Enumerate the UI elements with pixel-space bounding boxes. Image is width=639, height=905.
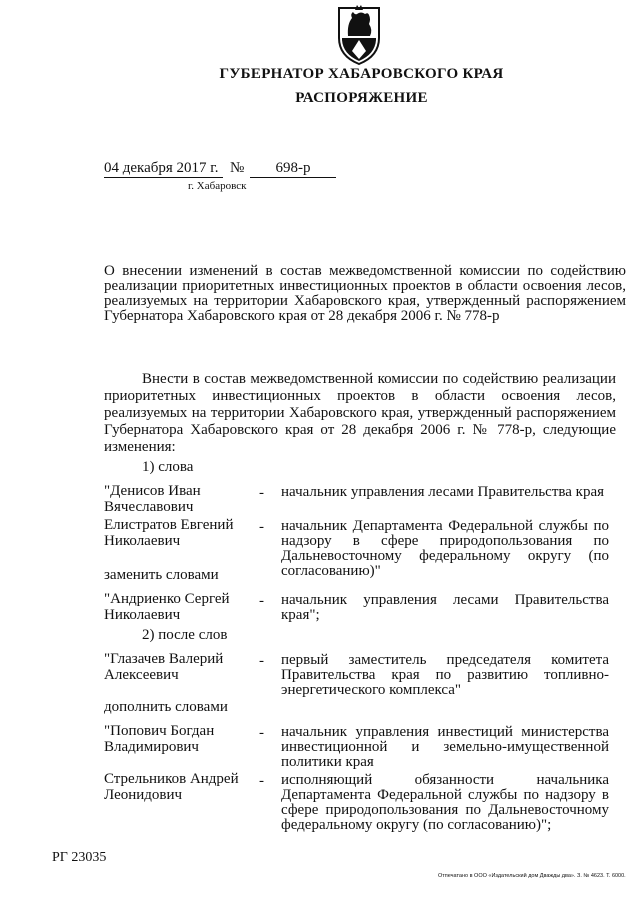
entry-dash: - [259, 773, 264, 789]
entry-name: Елистратов Евгений Николаевич [104, 517, 234, 549]
item-1-label: 1) слова [142, 459, 194, 475]
entry-description: начальник управления инвестиций министерства инвестиционной и земельно-имущественной политики края [281, 724, 609, 770]
printer-imprint: Отпечатано в ООО «Издательский дом Дважды два». З. № 4623. Т. 6000. [438, 873, 626, 879]
document-date: 04 декабря 2017 г. [104, 160, 223, 178]
entry-name: Стрельников Андрей Леонидович [104, 771, 239, 803]
entry-name: "Денисов Иван Вячеславович [104, 483, 201, 515]
entry-description: начальник Департамента Федеральной службы по надзору в сфере природопользования по Дальневосточному федеральному округу (по согласованию)" [281, 518, 609, 579]
entry-name: "Глазачев Валерий Алексеевич [104, 651, 224, 683]
add-phrase: дополнить словами [104, 699, 228, 715]
entry-dash: - [259, 653, 264, 669]
entry-description: начальник управления лесами Правительства края"; [281, 592, 609, 623]
entry-description: первый заместитель председателя комитета Правительства края по развитию топливно-энергетического комплекса" [281, 652, 609, 698]
entry-dash: - [259, 519, 264, 535]
entry-dash: - [259, 485, 264, 501]
document-type-title: РАСПОРЯЖЕНИЕ [295, 90, 428, 106]
registration-code: РГ 23035 [52, 850, 107, 865]
authority-title: ГУБЕРНАТОР ХАБАРОВСКОГО КРАЯ [219, 66, 504, 82]
entry-description: исполняющий обязанности начальника Департамента Федеральной службы по надзору в сфере природопользования по Дальневосточному федеральному округу (по согласованию)"; [281, 772, 609, 833]
entry-dash: - [259, 725, 264, 741]
document-number: 698-р [250, 160, 336, 178]
entry-name: "Андриенко Сергей Николаевич [104, 591, 230, 623]
intro-paragraph [104, 371, 616, 456]
document-subject: О внесении изменений в состав межведомственной комиссии по содействию реализации приоритетных инвестиционных проектов в области освоения лесов, реализуемых на территории Хабаровского края, утвержденный распоряжением Губернатора Хабаровского края от 28 декабря 2006 г. № 778-р [104, 263, 626, 324]
issue-city: г. Хабаровск [188, 180, 247, 192]
item-2-label: 2) после слов [142, 627, 228, 643]
replace-phrase: заменить словами [104, 567, 219, 583]
entry-name: "Попович Богдан Владимирович [104, 723, 215, 755]
entry-dash: - [259, 593, 264, 609]
intro-text: Внести в состав межведомственной комиссии по содействию реализации приоритетных инвестиционных проектов в области освоения лесов, реализуемых на территории Хабаровского края, утвержденный распоряжением Губернатора Хабаровского края от 28 декабря 2006 г. № 778-р, следующие изменения: [104, 371, 616, 455]
coat-of-arms-emblem [335, 2, 383, 66]
number-sign: № [230, 160, 245, 176]
entry-description: начальник управления лесами Правительства края [281, 484, 605, 500]
